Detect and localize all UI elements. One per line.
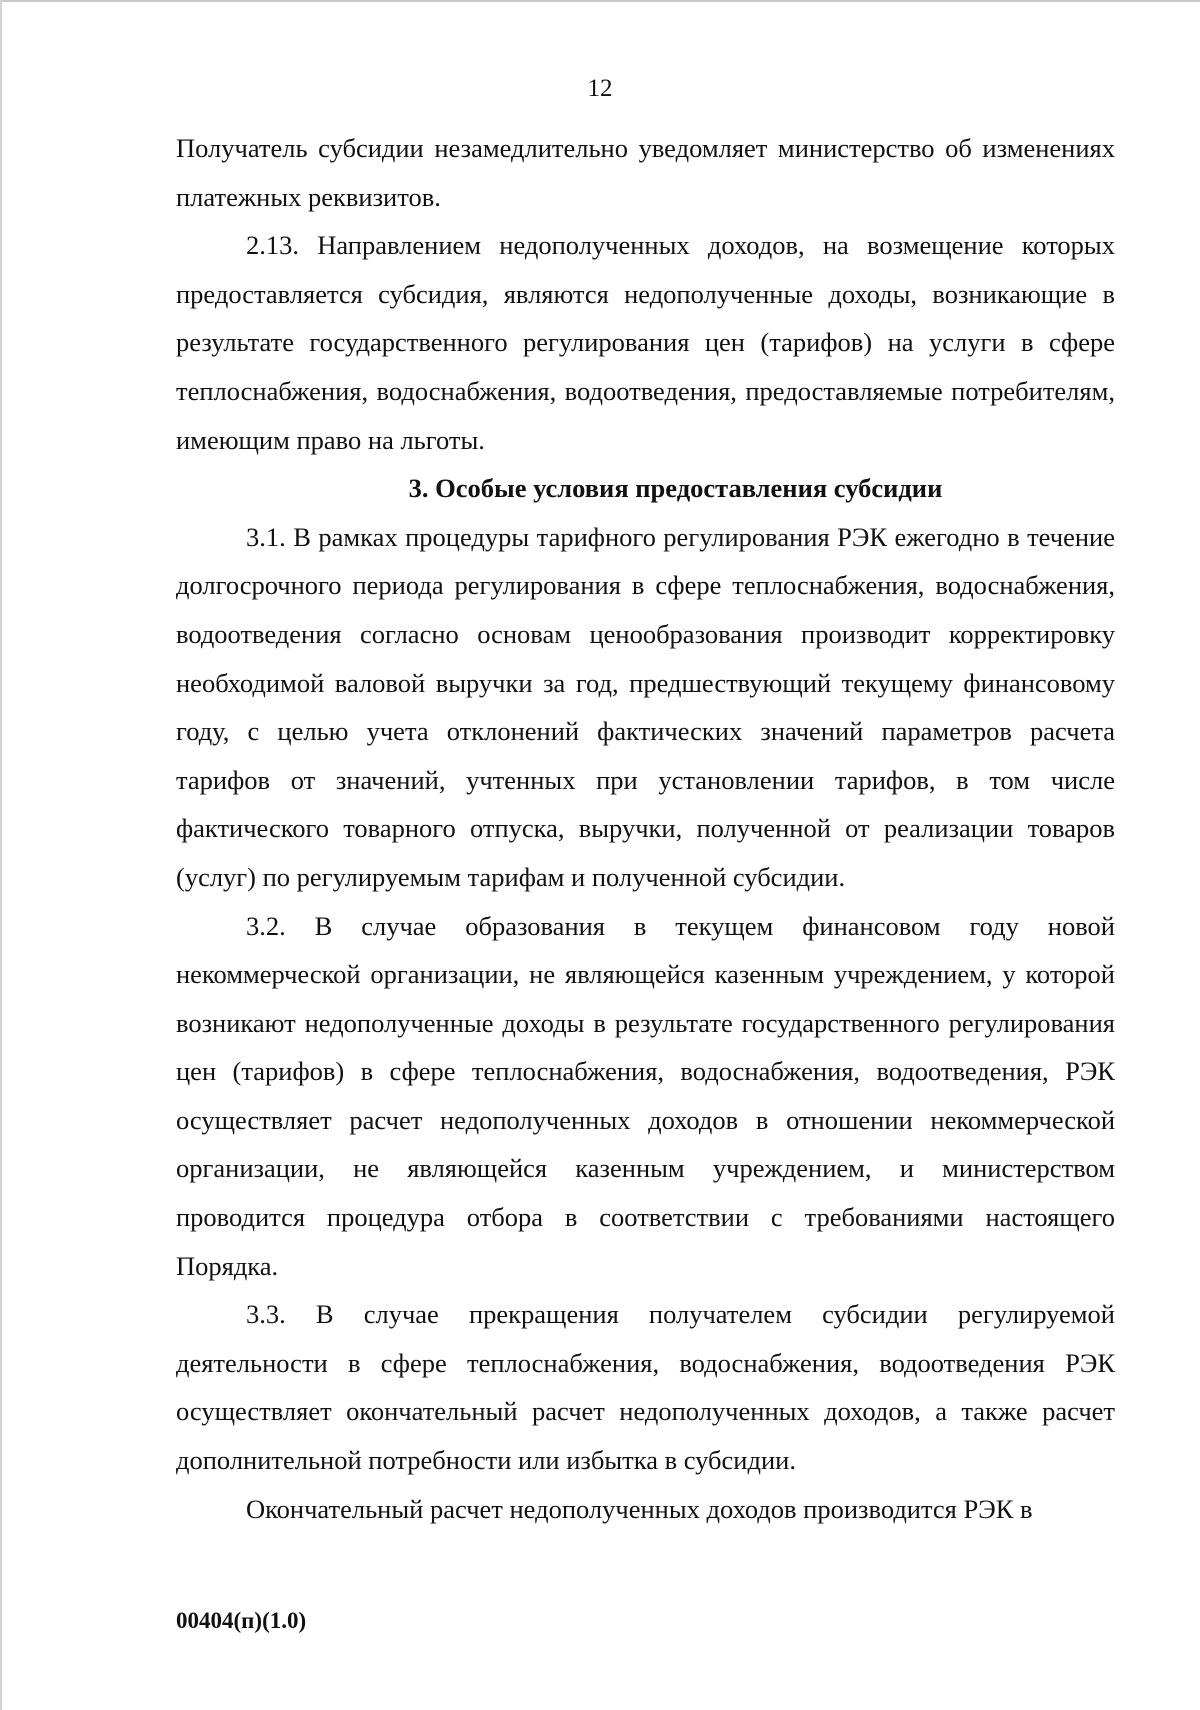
scan-edge-left — [0, 0, 2, 1710]
paragraph-2-13: 2.13. Направлением недополученных доходов, на возмещение которых предоставляется субсидия, являются недополученные доходы, возникающие в результате государственного регулирования цен (тарифов) на услуги в сфере теплоснабжения, водоснабжения, водоотведения, предоставляемые потребителям, имеющим право на льготы. — [176, 230, 1115, 455]
paragraph-3-1: 3.1. В рамках процедуры тарифного регулирования РЭК ежегодно в течение долгосрочного периода регулирования в сфере теплоснабжения, водоснабжения, водоотведения согласно основам ценообразования производит корректировку необходимой валовой выручки за год, предшествующий текущему финансовому году, с целью учета отклонений фактических значений параметров расчета тарифов от значений, учтенных при установлении тарифов, в том числе фактического товарного отпуска, выручки, полученной от реализации товаров (услуг) по регулируемым тарифам и полученной субсидии. — [176, 521, 1115, 892]
document-body — [176, 124, 1115, 1533]
scan-edge-top — [0, 0, 1200, 2]
page-number: 12 — [587, 75, 613, 102]
paragraph-final-calculation: Окончательный расчет недополученных доходов производится РЭК в — [246, 1493, 1033, 1524]
paragraph-3-3: 3.3. В случае прекращения получателем субсидии регулируемой деятельности в сфере теплоснабжения, водоснабжения, водоотведения РЭК осуществляет окончательный расчет недополученных доходов, а также расчет дополнительной потребности или избытка в субсидии. — [176, 1299, 1115, 1476]
document-code: 00404(п)(1.0) — [176, 1608, 307, 1633]
section-heading: 3. Особые условия предоставления субсидии — [408, 473, 943, 504]
paragraph-3-2: 3.2. В случае образования в текущем финансовом году новой некоммерческой организации, не являющейся казенным учреждением, у которой возникают недополученные доходы в результате государственного регулирования цен (тарифов) в сфере теплоснабжения, водоснабжения, водоотведения, РЭК осуществляет расчет недополученных доходов в отношении некоммерческой организации, не являющейся казенным учреждением, и министерством проводится процедура отбора в соответствии с требованиями настоящего Порядка. — [176, 910, 1115, 1281]
paragraph-payment-details: Получатель субсидии незамедлительно уведомляет министерство об изменениях платежных реквизитов. — [176, 133, 1115, 212]
